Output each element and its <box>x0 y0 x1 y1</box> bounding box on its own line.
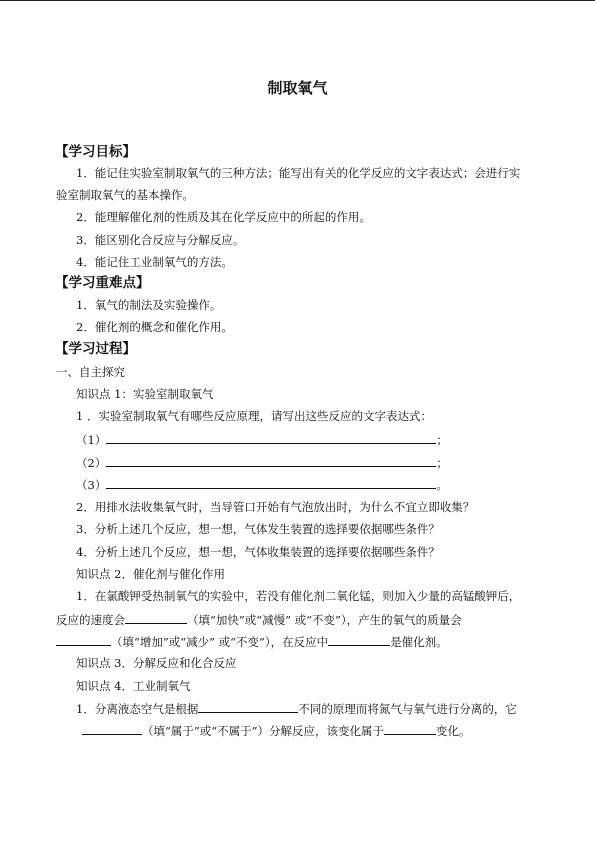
fill-label-1: （1） <box>76 433 107 447</box>
section-heading-key-points: 【学习重难点】 <box>55 275 150 291</box>
goal-item-4: 4．能记住工业制氧气的方法。 <box>76 255 233 269</box>
kp2-question-1-line2 <box>56 612 462 627</box>
kp1-question-4: 4．分析上述几个反应，想一想，气体收集装置的选择要依据哪些条件？ <box>76 545 440 559</box>
kp2-text-c: （填“增加”或“减少” 或“不变”），在反应中 <box>111 635 329 649</box>
knowledge-point-1-title: 知识点 1：实验室制取氧气 <box>76 387 214 401</box>
fill-end-3: 。 <box>436 478 448 492</box>
kp1-question-1: 1 ．实验室制取氧气有哪些反应原理，请写出这些反应的文字表达式： <box>76 409 432 423</box>
part-heading-self-explore: 一、自主探究 <box>56 365 125 379</box>
section-heading-goals: 【学习目标】 <box>55 144 136 160</box>
goal-item-1-line2: 验室制取氧气的基本操作。 <box>56 188 194 202</box>
fill-end-2: ； <box>436 456 448 470</box>
kp2-question-1-line3 <box>56 634 448 649</box>
answer-blank-1[interactable] <box>106 432 436 444</box>
answer-blank-mass[interactable] <box>56 634 111 646</box>
kp2-text-b: （填“加快”或“减慢” 或“不变”），产生的氧气的质量会 <box>187 613 462 627</box>
key-point-2: 2．催化剂的概念和催化作用。 <box>76 320 233 334</box>
knowledge-point-2-title: 知识点 2．催化剂与催化作用 <box>76 567 225 581</box>
kp2-question-1-line1: 1．在氯酸钾受热制氧气的实验中，若没有催化剂二氧化锰，则加入少量的高锰酸钾后， <box>76 589 521 603</box>
kp4-text-c: （填“属于”或“不属于”）分解反应，该变化属于 <box>142 724 385 738</box>
kp4-text-d: 变化。 <box>436 724 471 738</box>
kp1-fill-2 <box>76 455 448 470</box>
goal-item-2: 2．能理解催化剂的性质及其在化学反应中的所起的作用。 <box>76 210 371 224</box>
key-point-1: 1．氧气的制法及实验操作。 <box>76 298 222 312</box>
kp4-text-a: 1．分离液态空气是根据 <box>76 702 199 716</box>
goal-item-3: 3．能区别化合反应与分解反应。 <box>76 233 245 247</box>
answer-blank-change-type[interactable] <box>384 723 436 735</box>
kp2-text-d: 是催化剂。 <box>390 635 448 649</box>
answer-blank-catalyst[interactable] <box>328 634 390 646</box>
page-top-border <box>0 0 595 1</box>
kp1-question-2: 2．用排水法收集氧气时，当导管口开始有气泡放出时，为什么不宜立即收集？ <box>76 500 475 514</box>
answer-blank-2[interactable] <box>106 455 436 467</box>
answer-blank-belongs[interactable] <box>82 723 142 735</box>
kp2-text-a: 反应的速度会 <box>56 613 125 627</box>
kp1-fill-3 <box>76 477 448 492</box>
fill-label-3: （3） <box>76 478 107 492</box>
fill-label-2: （2） <box>76 456 107 470</box>
kp4-question-1-line2 <box>82 723 471 738</box>
section-heading-process: 【学习过程】 <box>55 341 136 357</box>
kp4-text-b: 不同的原理而将氮气与氧气进行分离的，它 <box>298 702 517 716</box>
fill-end-1: ； <box>436 433 448 447</box>
kp1-question-3: 3．分析上述几个反应，想一想，气体发生装置的选择要依据哪些条件？ <box>76 522 440 536</box>
goal-item-1-line1: 1．能记住实验室制取氧气的三种方法；能写出有关的化学反应的文字表达式；会进行实 <box>76 166 521 180</box>
kp4-question-1-line1 <box>76 701 517 716</box>
knowledge-point-4-title: 知识点 4．工业制氧气 <box>76 679 191 693</box>
knowledge-point-3-title: 知识点 3．分解反应和化合反应 <box>76 656 237 670</box>
answer-blank-3[interactable] <box>106 477 436 489</box>
answer-blank-rate[interactable] <box>125 612 187 624</box>
answer-blank-principle[interactable] <box>198 701 298 713</box>
kp1-fill-1 <box>76 432 448 447</box>
page-title: 制取氧气 <box>267 79 328 97</box>
